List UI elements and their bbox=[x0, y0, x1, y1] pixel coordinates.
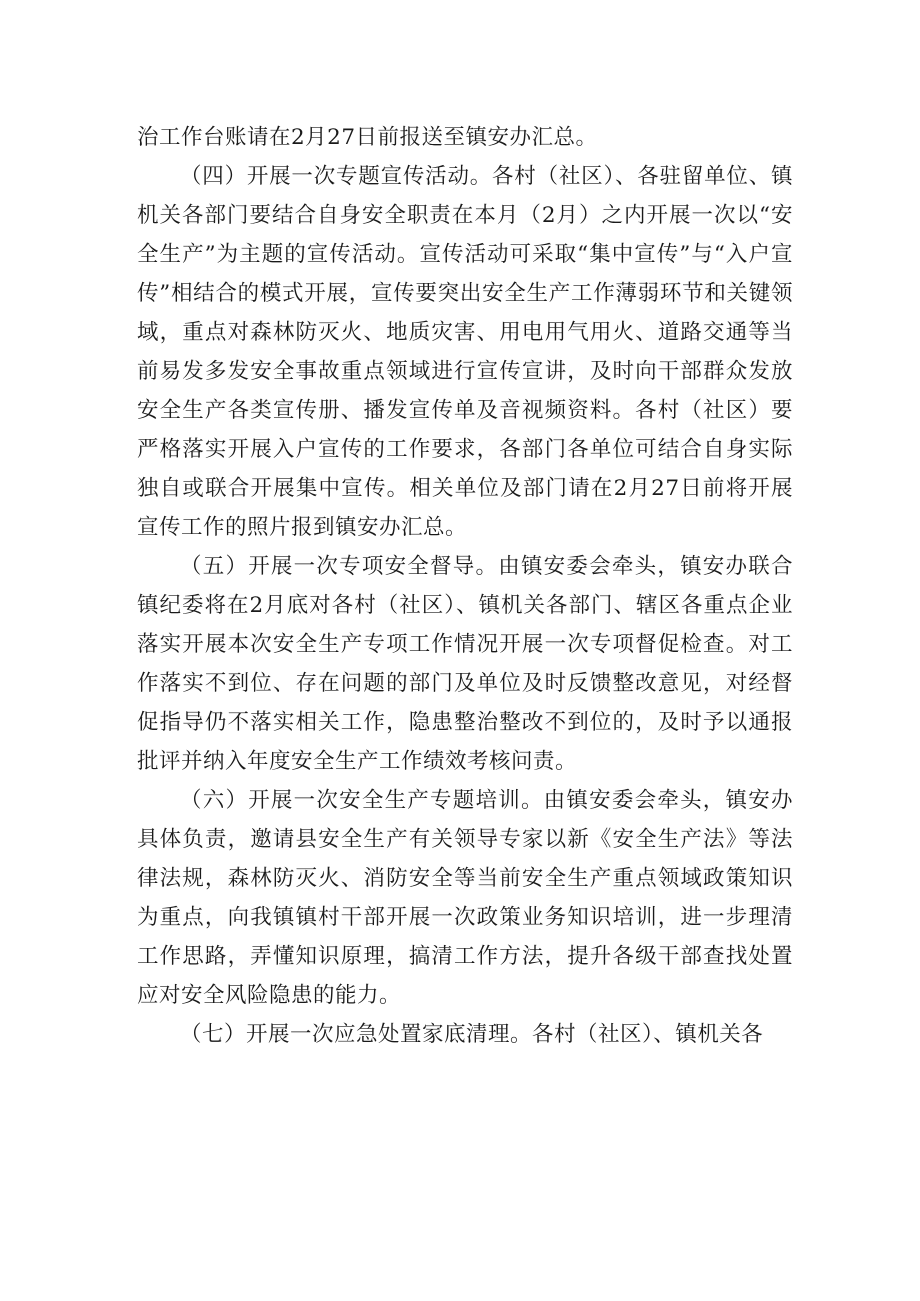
paragraph-continuation: 治工作台账请在2月27日前报送至镇安办汇总。 bbox=[137, 125, 598, 150]
paragraph-section-7: （七）开展一次应急处置家底清理。各村（社区）、镇机关各 bbox=[180, 1022, 764, 1047]
paragraph-section-6: （六）开展一次安全生产专题培训。由镇安委会牵头，镇安办具体负责，邀请县安全生产有关领导专家以新《安全生产法》等法律法规，森林防灭火、消防安全等当前安全生产重点领域政策知识为重点，向我镇镇村干部开展一次政策业务知识培训，进一步理清工作思路，弄懂知识原理，搞清工作方法，提升各级干部查找处置应对安全风险隐患的能力。 bbox=[137, 788, 793, 1008]
document-body bbox=[137, 118, 793, 1054]
paragraph-section-5: （五）开展一次专项安全督导。由镇安委会牵头，镇安办联合镇纪委将在2月底对各村（社区）、镇机关各部门、辖区各重点企业落实开展本次安全生产专项工作情况开展一次专项督促检查。对工作落实不到位、存在问题的部门及单位及时反馈整改意见，对经督促指导仍不落实相关工作，隐患整治整改不到位的，及时予以通报批评并纳入年度安全生产工作绩效考核问责。 bbox=[137, 554, 793, 774]
paragraph-section-4: （四）开展一次专题宣传活动。各村（社区）、各驻留单位、镇机关各部门要结合自身安全职责在本月（2月）之内开展一次以“安全生产”为主题的宣传活动。宣传活动可采取“集中宣传”与“入户宣传”相结合的模式开展，宣传要突出安全生产工作薄弱环节和关键领域，重点对森林防灭火、地质灾害、用电用气用火、道路交通等当前易发多发安全事故重点领域进行宣传宣讲，及时向干部群众发放安全生产各类宣传册、播发宣传单及音视频资料。各村（社区）要严格落实开展入户宣传的工作要求，各部门各单位可结合自身实际独自或联合开展集中宣传。相关单位及部门请在2月27日前将开展宣传工作的照片报到镇安办汇总。 bbox=[137, 164, 793, 540]
